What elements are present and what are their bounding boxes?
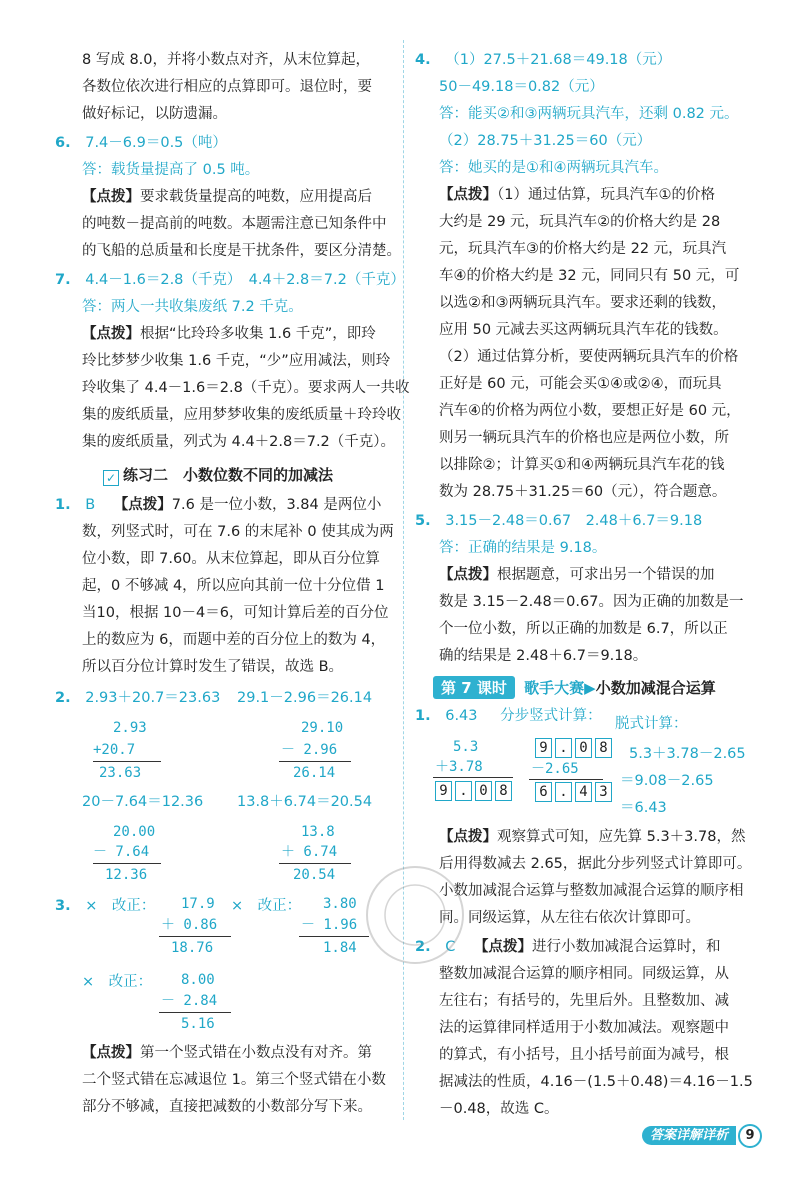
boxed-result — [535, 781, 615, 802]
tip-text: 左往右；有括号的，先里后外。且整数加、减 — [439, 993, 729, 1009]
tip-text: 则另一辆玩具汽车的价格也应是两位小数，所 — [439, 430, 729, 446]
tip-line — [439, 185, 715, 205]
equation: 2.93＋20.7＝23.63 — [85, 690, 221, 706]
equation: （1）27.5＋21.68＝49.18（元） — [445, 52, 672, 68]
tip-text: 二个竖式错在忘减退位 1。第三个竖式错在小数 — [82, 1072, 386, 1088]
vertical-row: 2.93 — [113, 720, 147, 736]
tip-text: 进行小数加减混合运算时，和 — [531, 939, 721, 955]
vertical-rule — [93, 863, 161, 864]
tip-text: 根据“比玲玲多收集 1.6 千克”，即玲 — [140, 326, 376, 342]
section-title-text: 练习二 小数位数不同的加减法 — [123, 466, 334, 484]
tip-label: 【点拨】 — [439, 187, 497, 203]
vertical-row: － 2.96 — [281, 742, 338, 758]
text-line: 各数位依次进行相应的点算即可。退位时，要 — [82, 79, 372, 95]
equation: 13.8＋6.74＝20.54 — [237, 794, 373, 810]
tip-text: 整数加减混合运算的顺序相同。同级运算，从 — [439, 966, 729, 982]
tip-text: 汽车④的价格为两位小数，要想正好是 60 元， — [439, 403, 741, 419]
s3-block — [55, 896, 155, 916]
tip-text: 根据题意，可求出另一个错误的加 — [497, 567, 715, 583]
q5-block — [415, 511, 702, 531]
q7-answer-block — [55, 270, 405, 290]
tip-text: 的算式，有小括号，且小括号前面为减号，根 — [439, 1047, 729, 1063]
l1-block — [415, 706, 602, 726]
vertical-row: 17.9 — [181, 896, 215, 912]
answer-text: 答：能买②和③两辆玩具汽车，还剩 0.82 元。 — [439, 106, 739, 122]
digit-box: 9 — [435, 781, 452, 801]
tip-text: 确的结果是 2.48＋6.7＝9.18。 — [439, 648, 648, 664]
vertical-result: 18.76 — [171, 940, 214, 956]
tip-text: 玲收集了 4.4－1.6＝2.8（千克）。要求两人一共收 — [82, 380, 410, 396]
vertical-row: 13.8 — [301, 824, 335, 840]
tip-text: 数为 28.75＋31.25＝60（元），符合题意。 — [439, 484, 727, 500]
question-number: 6. — [55, 135, 71, 151]
tip-text: 车④的价格大约是 32 元，同同只有 50 元，可 — [439, 268, 740, 284]
tip-line — [82, 324, 376, 344]
question-number: 7. — [55, 272, 71, 288]
digit-box: 8 — [595, 738, 612, 758]
digit-box: 3 — [595, 782, 612, 802]
vertical-row: ＋ 0.86 — [161, 917, 218, 933]
answer-text: 答：她买的是①和④两辆玩具汽车。 — [439, 160, 668, 176]
vertical-row: ＋ 6.74 — [281, 844, 338, 860]
boxed-operand — [535, 737, 615, 758]
text-line: 做好标记，以防遗漏。 — [82, 106, 227, 122]
tip-text: （1）通过估算，玩具汽车①的价格 — [497, 187, 715, 203]
lesson-header — [433, 676, 716, 699]
question-number: 3. — [55, 898, 71, 914]
tip-text: 7.6 是一位小数，3.84 是两位小 — [171, 497, 382, 513]
tip-text: 小数加减混合运算与整数加减混合运算的顺序相 — [439, 883, 744, 899]
vertical-row: 5.3 — [453, 739, 479, 755]
tip-label: 【点拨】 — [82, 1045, 140, 1061]
tip-label: 【点拨】 — [439, 567, 497, 583]
tip-label: 【点拨】 — [439, 829, 497, 845]
tip-text: 起，0 不够减 4，所以应向其前一位十分位借 1 — [82, 578, 385, 594]
question-number: 2. — [55, 690, 71, 706]
answer-value: 6.43 — [445, 708, 478, 724]
answer-text: 答：正确的结果是 9.18。 — [439, 540, 607, 556]
tip-text: 正好是 60 元，可能会买①④或②④，而玩具 — [439, 376, 722, 392]
tip-text: 据减法的性质，4.16－(1.5＋0.48)＝4.16－1.5 — [439, 1074, 753, 1090]
vertical-row: 3.80 — [323, 896, 357, 912]
tip-text: 要求载货量提高的吨数，应用提高后 — [140, 189, 372, 205]
label: 脱式计算： — [615, 716, 688, 732]
tip-text: 同。同级运算，从左往右依次计算即可。 — [439, 910, 700, 926]
vertical-rule — [159, 1012, 231, 1013]
section-title — [103, 464, 333, 486]
tip-text: 玲比梦梦少收集 1.6 千克，“少”应用减法，则玲 — [82, 353, 391, 369]
question-number: 1. — [55, 497, 71, 513]
tip-text: 集的废纸质量，应用梦梦收集的废纸质量＋玲玲收 — [82, 407, 401, 423]
equation: 3.15－2.48＝0.67 2.48＋6.7＝9.18 — [445, 513, 703, 529]
tip-text: 以选②和③两辆玩具汽车。要求还剩的钱数， — [439, 295, 726, 311]
vertical-result: 23.63 — [99, 765, 142, 781]
tip-text: 元，玩具汽车③的价格大约是 22 元，玩具汽 — [439, 241, 727, 257]
vertical-result: 20.54 — [293, 867, 336, 883]
vertical-rule — [93, 761, 161, 762]
tip-line — [439, 565, 715, 585]
tip-text: 应用 50 元减去买这两辆玩具汽车花的钱数。 — [439, 322, 728, 338]
tip-text: 数，列竖式时，可在 7.6 的末尾补 0 使其成为两 — [82, 524, 394, 540]
question-number: 4. — [415, 52, 431, 68]
lesson-name: 歌手大赛 — [524, 679, 585, 697]
digit-box: . — [555, 738, 572, 758]
answer-text: 答：载货量提高了 0.5 吨。 — [82, 162, 260, 178]
tip-text: 大约是 29 元，玩具汽车②的价格大约是 28 — [439, 214, 721, 230]
checkbox-icon: ✓ — [103, 470, 119, 486]
vertical-rule — [279, 863, 351, 864]
equation: 50－49.18＝0.82（元） — [439, 79, 604, 95]
tip-label: 【点拨】 — [473, 939, 532, 955]
tip-text: －0.48，故选 C。 — [439, 1101, 559, 1117]
vertical-row: 8.00 — [181, 972, 215, 988]
tip-text: 以排除②；计算买①和④两辆玩具汽车花的钱 — [439, 457, 725, 473]
digit-box: . — [455, 781, 472, 801]
lesson-subtitle: 小数加减混合运算 — [595, 679, 716, 697]
tip-text: 的吨数－提高前的吨数。本题需注意已知条件中 — [82, 216, 387, 232]
equation: 7.4－6.9＝0.5（吨） — [85, 135, 227, 151]
vertical-row: － 1.96 — [301, 917, 358, 933]
vertical-row: ＋3.78 — [435, 759, 483, 775]
tip-text: 个一位小数，所以正确的加数是 6.7，所以正 — [439, 621, 728, 637]
digit-box: 8 — [495, 781, 512, 801]
question-number: 1. — [415, 708, 431, 724]
tip-label: 【点拨】 — [82, 189, 140, 205]
vertical-rule — [279, 761, 351, 762]
tip-line — [82, 1043, 372, 1063]
tip-text: 法的运算律同样适用于小数加减法。观察题中 — [439, 1020, 729, 1036]
question-number: 5. — [415, 513, 431, 529]
step-line: 5.3＋3.78－2.65 — [629, 746, 746, 762]
vertical-row: － 7.64 — [93, 844, 150, 860]
vertical-result: 1.84 — [323, 940, 357, 956]
tip-text: 数是 3.15－2.48＝0.67。因为正确的加数是一 — [439, 594, 744, 610]
vertical-row: 29.10 — [301, 720, 344, 736]
answer-choice: B — [85, 497, 96, 513]
tip-text: 后用得数减去 2.65，据此分步列竖式计算即可。 — [439, 856, 752, 872]
correction-mark: × 改正： — [231, 898, 302, 914]
q6-answer-block — [55, 133, 227, 153]
equation: （2）28.75＋31.25＝60（元） — [439, 133, 652, 149]
vertical-row: +20.7 — [93, 742, 136, 758]
question-number: 2. — [415, 939, 431, 955]
vertical-row: －2.65 — [531, 761, 579, 777]
tip-text: 所以百分位计算时发生了错误，故选 B。 — [82, 659, 344, 675]
page-footer — [642, 1124, 762, 1148]
tip-text: 上的数应为 6，而题中差的百分位上的数为 4， — [82, 632, 386, 648]
watermark-stamp — [360, 860, 470, 970]
tip-text: （2）通过估算分析，要使两辆玩具汽车的价格 — [439, 349, 739, 365]
label: 分步竖式计算： — [500, 708, 602, 724]
footer-title: 答案详解详析 — [642, 1126, 736, 1145]
vertical-result: 12.36 — [105, 867, 148, 883]
step-line: ＝6.43 — [620, 800, 667, 816]
correction-mark: × 改正： — [85, 898, 156, 914]
s2-block — [55, 688, 220, 708]
vertical-result: 5.16 — [181, 1016, 215, 1032]
answer-choice: C — [445, 939, 456, 955]
step-line: ＝9.08－2.65 — [620, 773, 714, 789]
digit-box: 4 — [575, 782, 592, 802]
tip-line — [82, 187, 372, 207]
correction-mark: × 改正： — [82, 974, 153, 990]
tip-label: 【点拨】 — [113, 497, 172, 513]
tip-text: 的飞船的总质量和长度是干扰条件，要区分清楚。 — [82, 243, 401, 259]
digit-box: 0 — [575, 738, 592, 758]
equation: 29.1－2.96＝26.14 — [237, 690, 373, 706]
digit-box: 9 — [535, 738, 552, 758]
q4-block — [415, 50, 671, 70]
text-line: 8 写成 8.0，并将小数点对齐，从末位算起， — [82, 52, 371, 68]
vertical-rule — [299, 936, 369, 937]
equation: 20－7.64＝12.36 — [82, 794, 204, 810]
digit-box: 0 — [475, 781, 492, 801]
vertical-result: 26.14 — [293, 765, 336, 781]
vertical-rule — [529, 779, 603, 780]
tip-text: 集的废纸质量，列式为 4.4＋2.8＝7.2（千克）。 — [82, 434, 396, 450]
vertical-rule — [433, 777, 513, 778]
tip-text: 观察算式可知，应先算 5.3＋3.78，然 — [497, 829, 746, 845]
tip-text: 第一个竖式错在小数点没有对齐。第 — [140, 1045, 372, 1061]
digit-box: . — [555, 782, 572, 802]
page-number: 9 — [738, 1124, 762, 1148]
tip-text: 当10，根据 10－4＝6，可知计算后差的百分位 — [82, 605, 389, 621]
arrow-icon: ▶ — [584, 679, 596, 697]
equation: 4.4－1.6＝2.8（千克） 4.4＋2.8＝7.2（千克） — [85, 272, 405, 288]
vertical-rule — [159, 936, 231, 937]
vertical-row: － 2.84 — [161, 993, 218, 1009]
vertical-row: 20.00 — [113, 824, 156, 840]
tip-line — [439, 827, 745, 847]
answer-text: 答：两人一共收集废纸 7.2 千克。 — [82, 299, 303, 315]
lesson-tag: 第 7 课时 — [433, 676, 515, 699]
digit-box: 6 — [535, 782, 552, 802]
tip-label: 【点拨】 — [82, 326, 140, 342]
boxed-result — [435, 780, 515, 801]
s1-answer-block — [55, 495, 381, 515]
tip-text: 部分不够减，直接把减数的小数部分写下来。 — [82, 1099, 372, 1115]
tip-text: 位小数，即 7.60。从末位算起，即从百分位算 — [82, 551, 380, 567]
